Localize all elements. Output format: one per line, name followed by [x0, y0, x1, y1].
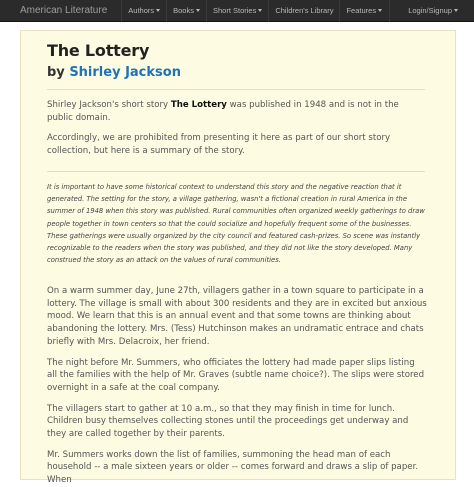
story-sheet [20, 30, 456, 486]
nav-login-label: Login/Signup [408, 6, 452, 15]
intro-text-post: was published in 1948 and is not in the public domain. [47, 100, 399, 123]
nav-menu [121, 0, 388, 22]
divider [47, 171, 425, 172]
byline-prefix: by [47, 65, 65, 80]
nav-login-signup[interactable] [389, 0, 474, 22]
summary-paragraph: The villagers start to gather at 10 a.m., so that they may finish in time for lunch. Children busy themselves collecting stones until the proceedings get underway and they are called together by their parents. [47, 403, 409, 440]
story-byline [47, 65, 181, 80]
nav-features[interactable] [339, 0, 388, 22]
divider [47, 89, 425, 90]
intro-text-pre: Shirley Jackson's short story [47, 100, 171, 110]
summary-paragraph: Mr. Summers works down the list of families, summoning the head man of each household -- a male sixteen years or older -- comes forward and draws a slip of paper. When [47, 449, 419, 486]
nav-authors[interactable] [121, 0, 166, 22]
historical-context: It is important to have some historical context to understand this story and the negative reaction that it generated. The setting for the story, a village gathering, wasn't a fictional creation in rural America in the summer of 1948 when this story was published. Rural communities often organized weekly gatherings to draw people together in town centers so that the could socialize and hopefully frequent some of the businesses. These gatherings were usually organized by the city council and featured cash-prizes. So scene was instantly recognizable to the readers when the story was published, and they did not like the story developed. Many construed the story as an attack on the values of rural communities. [47, 183, 425, 265]
caret-down-icon [378, 9, 382, 12]
summary-paragraph: The night before Mr. Summers, who officiates the lottery had made paper slips listing all the families with the help of Mr. Graves (subtle name choice?). The slips were stored overnight in a safe at the coal company. [47, 357, 425, 393]
nav-childrens-library[interactable] [268, 0, 339, 22]
nav-right [389, 0, 474, 22]
story-title: The Lottery [47, 41, 150, 60]
notice-paragraph: Accordingly, we are prohibited from presenting it here as part of our short story collection, but here is a summary of the story. [47, 133, 391, 157]
caret-down-icon [156, 9, 160, 12]
caret-down-icon [196, 9, 200, 12]
nav-features-label: Features [346, 6, 377, 15]
nav-childrens-library-label: Children's Library [275, 6, 334, 15]
nav-books[interactable] [166, 0, 206, 22]
nav-short-stories-label: Short Stories [212, 6, 257, 15]
site-brand[interactable]: American Literature [20, 5, 108, 16]
caret-down-icon [258, 9, 262, 12]
top-navbar [0, 0, 474, 22]
intro-paragraph [47, 99, 427, 124]
summary-section [47, 285, 427, 487]
nav-short-stories[interactable] [206, 0, 268, 22]
caret-down-icon [454, 9, 458, 12]
intro-story-title: The Lottery [170, 100, 227, 110]
intro-section [47, 99, 427, 158]
summary-paragraph: On a warm summer day, June 27th, villagers gather in a town square to participate in a lottery. The village is small with about 300 residents and they are in excited but anxious mood. We learn that this is an annual event and that some towns are thinking about abandoning the lottery. Mrs. (Tess) Hutchinson makes an undramatic entrace and chats briefly with Mrs. Delacroix, her friend. [47, 286, 427, 347]
author-link[interactable]: Shirley Jackson [69, 65, 181, 80]
nav-authors-label: Authors [128, 6, 155, 15]
nav-books-label: Books [173, 6, 194, 15]
